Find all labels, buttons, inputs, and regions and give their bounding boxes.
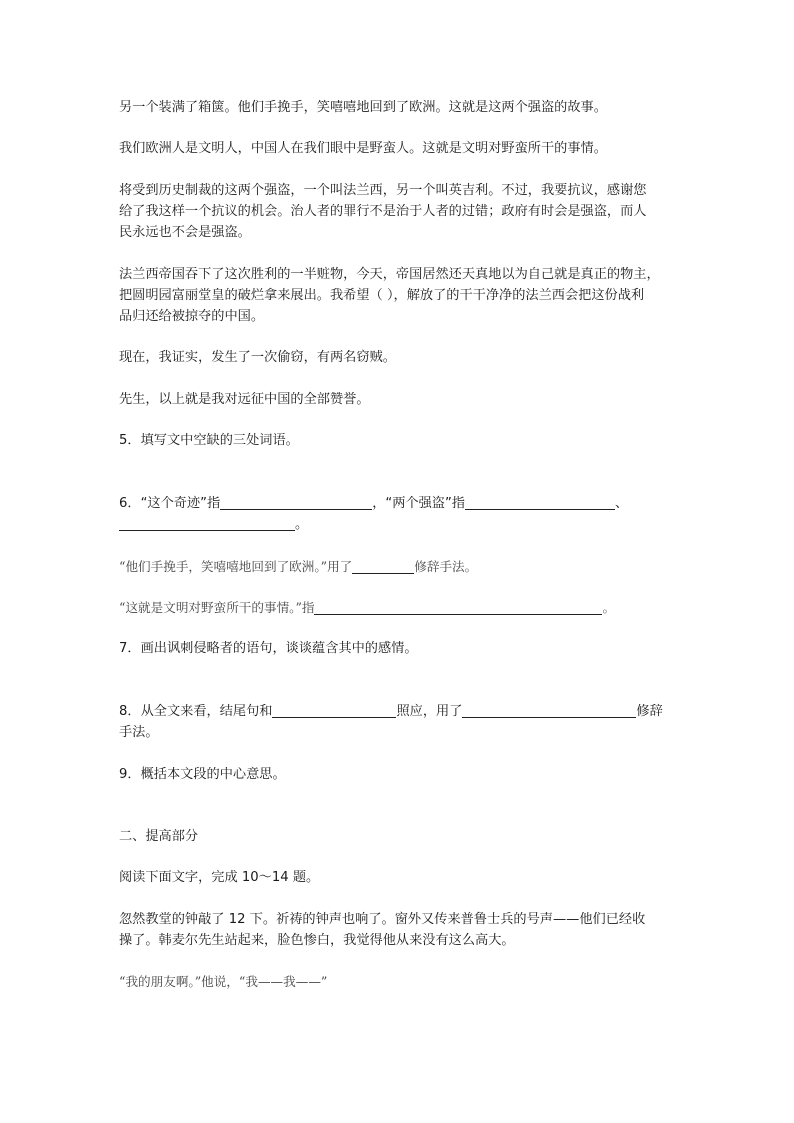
passage-line: 品归还给被掠夺的中国。 xyxy=(119,309,265,324)
question-6-prompt-b: ，“两个强盗”指 xyxy=(372,496,465,511)
question-6-prompt-a: 6．“这个奇迹”指 xyxy=(119,496,221,511)
answer-blank[interactable] xyxy=(462,703,636,718)
passage-paragraph: 我们欧洲人是文明人，中国人在我们眼中是野蛮人。这就是文明对野蛮所干的事情。 xyxy=(119,141,607,156)
question-6-rhetoric xyxy=(119,556,679,577)
answer-blank[interactable] xyxy=(352,559,414,574)
question-5: 5．填写文中空缺的三处词语。 xyxy=(119,433,299,448)
reading-line: 忽然教堂的钟敲了 12 下。祈祷的钟声也响了。窗外又传来普鲁士兵的号声——他们已经收 xyxy=(119,912,646,927)
answer-blank[interactable] xyxy=(119,516,295,531)
question-6-prompt-e: “他们手挽手，笑嘻嘻地回到了欧洲。”用了 xyxy=(119,559,353,574)
question-7: 7．画出讽刺侵略者的语句，谈谈蕴含其中的感情。 xyxy=(119,641,418,656)
passage-line: 法兰西帝国吞下了这次胜利的一半赃物，今天，帝国居然还天真地以为自己就是真正的物主， xyxy=(119,267,660,282)
passage-paragraph: 先生，以上就是我对远征中国的全部赞誉。 xyxy=(119,392,370,407)
reading-dialogue: “我的朋友啊。”他说，“我——我——” xyxy=(119,974,328,989)
question-6-meaning xyxy=(119,597,679,618)
question-6-prompt-g: “这就是文明对野蛮所干的事情。”指 xyxy=(119,600,315,615)
question-8-prompt-b: 照应，用了 xyxy=(396,704,463,719)
question-6-prompt-f: 修辞手法。 xyxy=(414,559,478,574)
section-heading: 二、提高部分 xyxy=(119,829,199,844)
answer-blank[interactable] xyxy=(272,703,396,718)
question-8 xyxy=(119,701,679,722)
question-8-prompt-c: 修辞 xyxy=(636,704,663,719)
passage-line: 将受到历史制裁的这两个强盗，一个叫法兰西，另一个叫英吉利。不过，我要抗议，感谢您 xyxy=(119,183,647,198)
question-6 xyxy=(119,493,679,514)
question-8-line2: 手法。 xyxy=(119,725,159,740)
reading-line: 操了。韩麦尔先生站起来，脸色惨白，我觉得他从来没有这么高大。 xyxy=(119,933,515,948)
passage-line: 把圆明园富丽堂皇的破烂拿来展出。我希望（ ），解放了的干干净净的法兰西会把这份战利 xyxy=(119,288,645,303)
passage-line: 给了我这样一个抗议的机会。治人者的罪行不是治于人者的过错；政府有时会是强盗，而人 xyxy=(119,204,647,219)
answer-blank[interactable] xyxy=(314,600,602,615)
question-6-end-2: 。 xyxy=(602,600,616,615)
passage-paragraph: 另一个装满了箱箧。他们手挽手，笑嘻嘻地回到了欧洲。这就是这两个强盗的故事。 xyxy=(119,100,607,115)
passage-paragraph: 现在，我证实，发生了一次偷窃，有两名窃贼。 xyxy=(119,350,396,365)
answer-blank[interactable] xyxy=(220,495,372,510)
question-9: 9．概括本文段的中心意思。 xyxy=(119,767,286,782)
section-intro: 阅读下面文字，完成 10～14 题。 xyxy=(119,870,320,885)
passage-line: 民永远也不会是强盗。 xyxy=(119,225,251,240)
question-8-prompt-a: 8．从全文来看，结尾句和 xyxy=(119,704,273,719)
question-6-line2 xyxy=(119,514,679,535)
question-6-end: 。 xyxy=(295,517,309,532)
question-6-sep: 、 xyxy=(614,496,629,511)
answer-blank[interactable] xyxy=(465,495,615,510)
